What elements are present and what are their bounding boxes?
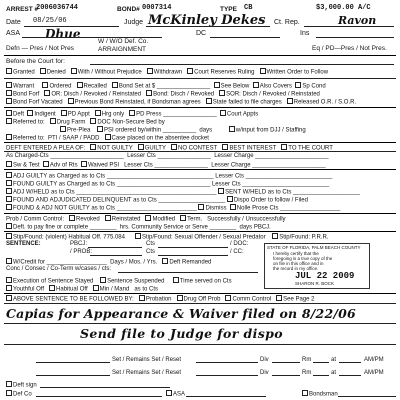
judge-signature: McKinley Dekes [148, 13, 266, 28]
arrest-label: ARREST # [6, 6, 39, 13]
bondsman-row: Bondsman [302, 390, 338, 399]
ins-label: Ins [300, 30, 310, 37]
rm-label-2: Rm [302, 370, 312, 376]
ampm-label-1: AM/PM [364, 357, 384, 363]
ampm-label-2: AM/PM [364, 370, 384, 376]
ct-rep-label: Ct. Rep. [274, 19, 300, 26]
findings-row2: FOUND GUILTY as Charged as to Cts ____________________________ Lesser Cts __________________________ [6, 180, 329, 189]
certification-stamp [264, 243, 370, 289]
probation-row2: Deft. to pay fine or complete ________ hrs. Community Service or Serve ________ days PBCJ. [6, 223, 271, 232]
rm-label-1: Rm [302, 357, 312, 363]
asa-label: ASA [6, 30, 21, 37]
handwritten-line2: Send file to Judge for dispo [80, 326, 284, 341]
div-label-2: Div [260, 370, 269, 376]
before-court-row2: Warrant Ordered Recalled Bond Set at $ ________________ See Below Also Covers Sp Cond [6, 82, 326, 91]
sentence-doc: / DOC: [230, 241, 249, 247]
plea-charged-row: As Charged-Cts ______________________ Lesser Cts ________________ Lesser Charge ______________________ [6, 153, 329, 159]
before-court-title: Before the Court for: [6, 58, 65, 65]
stamp-line2: I hereby certify that the [273, 251, 319, 256]
eq-label: Eq / PD—Pres / Not Pres. [312, 45, 387, 52]
sentence-cts-2: Cts [146, 249, 155, 255]
judge-label: Judge [124, 19, 144, 26]
dc-label: DC [196, 30, 207, 37]
sentence-credit-row: W/Credit for __________________ Days / Mos. / Yrs. Deft Remanded [6, 258, 211, 267]
at-label-2: at [331, 370, 337, 376]
sentence-pbcj: PBCJ: [70, 241, 88, 247]
set-label-1: Set / Remains Set / Reset [112, 357, 182, 363]
defendant-row4: Referred to: PTI / SAAP / PADD Case placed on the absentee docket [6, 134, 209, 143]
at-label-1: at [331, 357, 337, 363]
findings-row3: ADJ W/HELD as to Cts __________________________________________ SENT W/HELD as to Cts ____________________ [6, 188, 360, 197]
findings-row5: FOUND & ADJ NOT GUILTY as to Cts ________________________ Dismiss Nolle Prose Cts __________________ [6, 204, 340, 213]
sentence-stip-row: Stip/Found: (violent) Habitual Off. 775.084 Stip/Found: Sexual Offender / Sexual Predator Stip/Found: P.R.R. [6, 233, 329, 242]
date-label: Date [6, 19, 21, 26]
findings-row4: FOUND AND ADJUDICATED DELINQUENT as to Cts ____________________ Dispo Order to follow / Filed [6, 196, 308, 205]
arraignment-label: ARRAIGNMENT [98, 46, 147, 53]
probation-row1: Prob / Comm Control: Revoked Reinstated Modified Term. Successfully / Unsuccessfully [6, 216, 286, 223]
type-label: TYPE [220, 6, 237, 13]
asa-footer-row: ASA [166, 390, 185, 399]
stamp-line1: STATE OF FLORIDA, PALM BEACH COUNTY [267, 245, 361, 250]
sentence-prob: / PROB: [70, 249, 93, 255]
findings-row1: ADJ GUILTY as Charged as to Cts ________________________________ Lesser Cts __________________________ [6, 172, 332, 181]
sentence-cc: / CC: [230, 249, 244, 255]
before-court-row4: Bond Forf Vacated Previous Bond Reinstated, if Bondsman agrees State failed to file charges Released O.R. / S.O.R. [6, 98, 356, 107]
stamp-line3: foregoing is a true copy of the [273, 256, 333, 261]
defendant-row2: Referred to: Drug Farm DOC Non-Secure Bed by [6, 118, 165, 127]
deft-sign-row: Deft sign [6, 381, 37, 390]
before-court-row1: Granted Denied With / Without Prejudice Withdrawn Court Reserves Ruling Written Order to Follow [6, 68, 328, 77]
sentence-exec-row: Execution of Sentence Stayed Sentence Suspended Time served on Cts [6, 277, 232, 286]
sentence-label: SENTENCE: [6, 241, 41, 247]
sentence-conc: Conc / Consec / Co-Term w/cases / cts: [6, 266, 112, 272]
before-court-row3: Bond Forf OR: Disch / Revoked / Reinstated Bond: Disch / Revoked SOR: Disch / Revoked / Reinstated [6, 90, 320, 99]
def-co-row: Def Co [6, 390, 32, 399]
type-value: CB [244, 4, 253, 12]
bond-number: 0007314 [142, 4, 172, 12]
ct-rep-signature: Ravon [338, 14, 377, 27]
set-label-2: Set / Remains Set / Reset [112, 370, 182, 376]
ww-label: W / W/O Def. Co. [98, 38, 149, 45]
sentence-above-row: ABOVE SENTENCE TO BE FOLLOWED BY: Probation Drug Off Prob Comm Control See Page 2 [6, 295, 315, 304]
date-value: 08/25/06 [33, 17, 67, 25]
sentence-waiv-row: Youthful Off Habitual Off Min / Mand as to Cts [6, 285, 158, 294]
stamp-line5: the record in my office. [273, 266, 319, 271]
defn-label: Defn — Pres / Not Pres [6, 45, 74, 52]
div-label-1: Div [260, 357, 269, 363]
plea-sw-row: Sw & Test Adv of Rts Waived PSI Lesser Cts ________________ Lesser Charge ______________________ [6, 161, 326, 170]
bond-label: BOND# [117, 6, 140, 13]
arrest-number: 2006036744 [36, 4, 79, 12]
stamp-line4: on file in this office and in [273, 261, 324, 266]
stamp-date: JUL 22 2009 [295, 271, 355, 281]
sentence-cts-1: Cts [146, 241, 155, 247]
asa-signature: Dhue [45, 27, 81, 41]
handwritten-line1: Capias for Appearance & Waiver filed on 8/22/06 [6, 306, 356, 321]
stamp-line6: SHARON R. BOCK [295, 281, 335, 286]
plea-header: DEFT ENTERED A PLEA OF: NOT GUILTY GUILTY NO CONTEST BEST INTEREST TO THE COURT [6, 145, 333, 152]
bond-amount: $3,000.00 A/C [316, 4, 371, 12]
defendant-row3: Pre-Plea PSI ordered by/within __________ days w/input from DJJ / Staffing [60, 126, 306, 135]
defendant-row1: Deft Indigent PD Appt Hrg only PD Press ________________ Court Appts [6, 110, 258, 119]
